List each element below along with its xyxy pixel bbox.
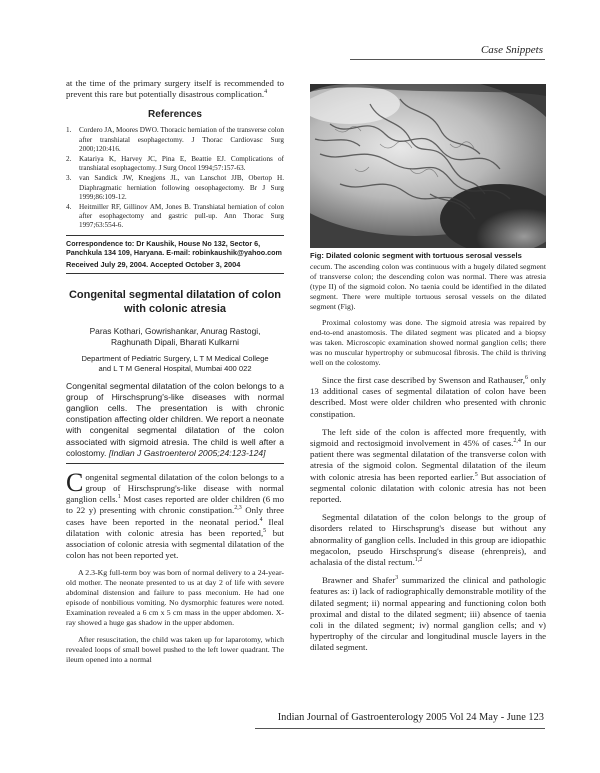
- references-list: [66, 126, 284, 230]
- article-title: Congenital segmental dilatation of colon with colonic atresia: [68, 289, 282, 315]
- discussion-paragraph: Brawner and Shafer$^3$ summarized the clinical and pathologic features as: i) lack of radiographically demonstrable motility of the dilated segment; ii) normal appearing and functioning colon both proximal and distal to the dilated segment; iii) absence of taenia coli in the dilated segment; iv) normal ganglion cells; and v) hypertrophy of the circular and longitudinal muscle layers in the dilated segment.: [310, 575, 546, 653]
- left-column: [66, 78, 284, 664]
- reference-item: 4. Heitmiller RF, Gillinov AM, Jones B. Transhiatal herniation of colon after esophagectomy and gastric pull-up. Ann Thorac Surg 1997;63:554-6.: [66, 203, 284, 230]
- abstract: Congenital segmental dilatation of the colon belongs to a group of Hirschsprung's-like diseases with normal ganglion cells. The presentation is with chronic constipation affecting older children. We report a neonate with congenital segmental dilatation of the colon associated with sigmoid atresia. The child is well after a colostomy. [Indian J Gastroenterol 2005;24:123-124]: [66, 381, 284, 458]
- management-paragraph: Proximal colostomy was done. The sigmoid atresia was repaired by end-to-end anastomosis. The dilated segment was plicated and a biopsy was taken. Microscopic examination showed normal ganglion cells; there was no muscular hypertrophy or submucosal fibrosis. The child is thriving well on the colostomy.: [310, 318, 546, 368]
- section-divider: [66, 273, 284, 274]
- introduction-paragraph: Congenital segmental dilatation of the colon belongs to a group of Hirschsprung's-like disease with normal ganglion cells.$^1$ Most cases reported are older children (6 mo to 22 y) presenting with chronic constipation.$^{2,3}$ Only three cases have been reported in the neonatal period.$^4$ Ileal dilatation with colonic atresia has been reported,$^5$ but association of colonic atresia with segmental dilatation of the colon has not been reported yet.: [66, 467, 284, 561]
- article-authors: Paras Kothari, Gowrishankar, Anurag Rastogi, Raghunath Dipali, Bharati Kulkarni: [89, 326, 261, 348]
- header-rule: [350, 59, 545, 60]
- section-divider: [66, 463, 284, 464]
- journal-footer: Indian Journal of Gastroenterology 2005 Vol 24 May - June 123: [277, 712, 544, 723]
- right-column: [310, 84, 546, 654]
- discussion-paragraph: The left side of the colon is affected more frequently, with sigmoid and rectosigmoid involvement in 45% of cases.$^{2,4}$ In our patient there was segmental dilatation of the transverse colon with atresia of the sigmoid colon. Segmental dilatation of the ileum with colonic atresia has been reported earlier.$^5$ But association of segmental colonic dilatation with colonic atresia has not been reported.: [310, 426, 547, 504]
- section-divider: [66, 235, 284, 236]
- correspondence-info: Correspondence to: Dr Kaushik, House No 132, Sector 6, Panchkula 134 109, Haryana. E-mail: robinkaushik@yahoo.com: [66, 238, 282, 258]
- dilated-colon-photo: [310, 84, 546, 248]
- reference-item: 2. Katariya K, Harvey JC, Pina E, Beattie EJ. Complications of transhiatal esophagectomy. J Surg Oncol 1994;57:157-63.: [66, 155, 284, 173]
- figure-photo: [310, 84, 546, 248]
- references-heading: References: [148, 109, 202, 121]
- drop-cap: C: [66, 467, 84, 497]
- previous-article-conclusion: at the time of the primary surgery itself is recommended to prevent this rare but potentially disastrous complication.$^4$: [66, 78, 284, 100]
- abstract-citation: [Indian J Gastroenterol 2005;24:123-124]: [108, 447, 266, 458]
- running-head: Case Snippets: [480, 44, 543, 56]
- case-report-paragraph: A 2.3-Kg full-term boy was born of normal delivery to a 24-year-old mother. The neonate presented to us at day 2 of life with severe abdominal distension and failure to pass meconium. He had one episode of nonbilious vomiting. No dysmorphic features were noted. Examination revealed a 6 cm x 5 cm mass in the upper abdomen. X-ray showed a huge gas shadow in the upper abdomen.: [66, 568, 284, 627]
- reference-item: 1. Cordero JA, Moores DWO. Thoracic herniation of the transverse colon after transhiatal esophagectomy. J Thorac Cardiovasc Surg 2000;120:416.: [66, 126, 284, 153]
- figure-caption: Fig: Dilated colonic segment with tortuous serosal vessels: [310, 251, 522, 260]
- case-report-paragraph: After resuscitation, the child was taken up for laparotomy, which revealed loops of small bowel pushed to the left lower quadrant. The ileum opened into a normal: [66, 634, 284, 664]
- received-dates: Received July 29, 2004. Accepted October 3, 2004: [66, 260, 241, 270]
- discussion-paragraph: Since the first case described by Swenson and Rathauser,$^6$ only 13 additional cases of segmental dilatation of colon have been described. Most were older children who presented with chronic constipation.: [310, 374, 546, 419]
- discussion-paragraph: Segmental dilatation of the colon belongs to the group of disorders related to Hirschsprung's disease but without any abnormality of ganglion cells. Included in this group are idiopathic megacolon, pseudo Hirschsprung's disease (ehrenpreis), and achalasia of the distal rectum.$^{1,2}$: [310, 512, 546, 568]
- reference-item: 3. van Sandick JW, Knegjens JL, van Lanschot JJB, Obertop H. Diaphragmatic herniation following oesophagectomy. Br J Surg 1999;86:109-12.: [66, 174, 284, 201]
- author-affiliation: Department of Pediatric Surgery, L T M Medical College and L T M General Hospital, Mumbai 400 022: [81, 354, 269, 374]
- case-report-continued: cecum. The ascending colon was continuous with a hugely dilated segment of transverse colon; the descending colon was normal. There was atresia (type II) of the sigmoid colon. No taenia could be identified in the dilated segment. There were multiple tortuous serosal vessels on the dilated segment (Fig).: [310, 261, 546, 311]
- footer-rule: [255, 728, 545, 729]
